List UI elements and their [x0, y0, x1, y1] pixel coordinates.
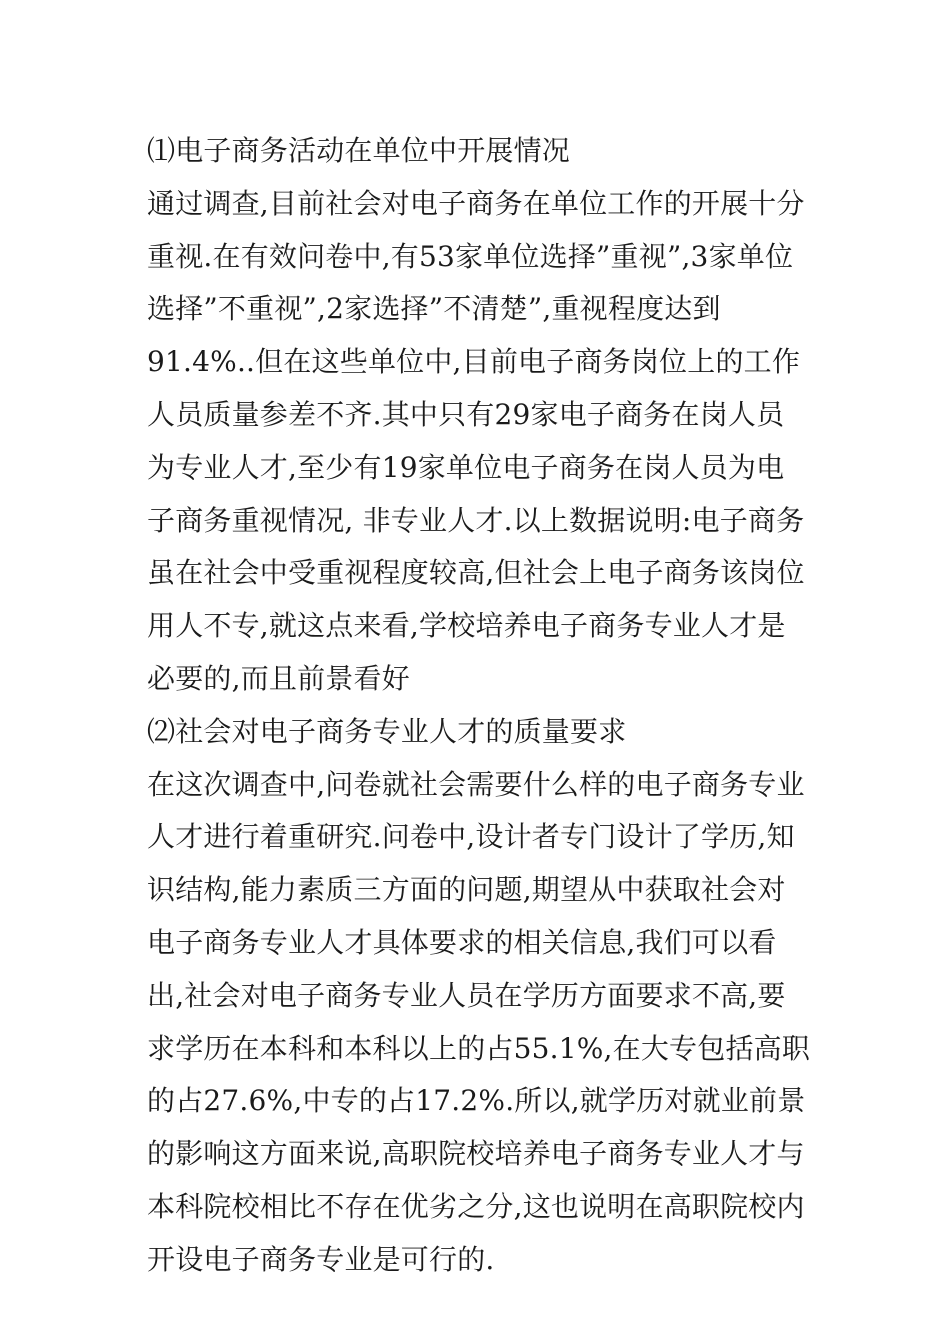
section-2-paragraph: 在这次调查中,问卷就社会需要什么样的电子商务专业人才进行着重研究.问卷中,设计者专门设计了学历,知识结构,能力素质三方面的问题,期望从中获取社会对电子商务专业人才具体要求的相关信息,我们可以看出,社会对电子商务专业人员在学历方面要求不高,要求学历在本科和本科以上的占55.1%,在大专包括高职的占27.6%,中专的占17.2%.所以,就学历对就业前景的影响这方面来说,高职院校培养电子商务专业人才与本科院校相比不存在优劣之分,这也说明在高职院校内开设电子商务专业是可行的. [147, 767, 811, 1276]
document-body [147, 125, 812, 1287]
section-1-heading: ⑴电子商务活动在单位中开展情况 [147, 134, 571, 167]
section-1-paragraph: 通过调查,目前社会对电子商务在单位工作的开展十分重视.在有效问卷中,有53家单位选择”重视”,3家单位选择”不重视”,2家选择”不清楚”,重视程度达到91.4%..但在这些单位中,目前电子商务岗位上的工作人员质量参差不齐.其中只有29家电子商务在岗人员为专业人才,至少有19家单位电子商务在岗人员为电子商务重视情况, 非专业人才.以上数据说明:电子商务虽在社会中受重视程度较高,但社会上电子商务该岗位用人不专,就这点来看,学校培养电子商务专业人才是必要的,而且前景看好 [147, 186, 805, 695]
section-2-heading: ⑵社会对电子商务专业人才的质量要求 [147, 714, 627, 748]
